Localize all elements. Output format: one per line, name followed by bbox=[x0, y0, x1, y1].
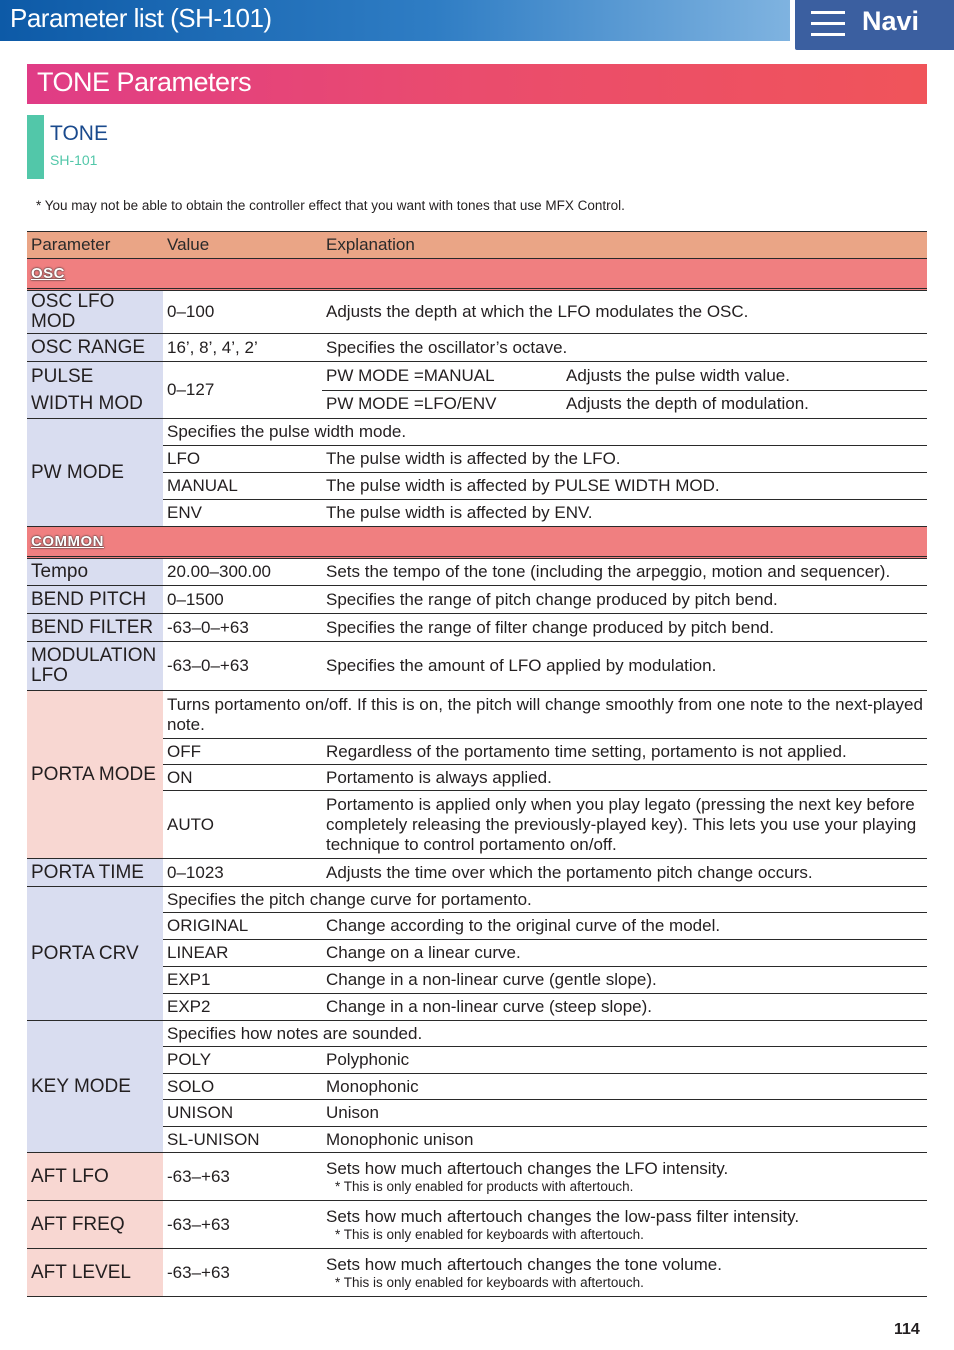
value-cell: 20.00–300.00 bbox=[163, 558, 322, 586]
group-row-common bbox=[27, 527, 927, 558]
param-aft-lfo: AFT LFO bbox=[27, 1153, 163, 1201]
value-cell: -63–+63 bbox=[163, 1201, 322, 1249]
value-cell: -63–0–+63 bbox=[163, 642, 322, 691]
param-pw-mode: PW MODE bbox=[27, 419, 163, 527]
param-key-mode: KEY MODE bbox=[27, 1021, 163, 1153]
table-row bbox=[27, 859, 927, 887]
header-bar bbox=[0, 0, 790, 41]
table-row bbox=[27, 642, 927, 691]
table-row bbox=[27, 614, 927, 642]
table-row bbox=[27, 887, 927, 913]
description-cell: Specifies the pitch change curve for portamento. bbox=[163, 887, 927, 913]
value-cell: SL-UNISON bbox=[163, 1127, 322, 1153]
table-row bbox=[27, 1201, 927, 1249]
value-cell: AUTO bbox=[163, 791, 322, 859]
param-bend-pitch: BEND PITCH bbox=[27, 586, 163, 614]
param-bend-filter: BEND FILTER bbox=[27, 614, 163, 642]
value-cell: -63–0–+63 bbox=[163, 614, 322, 642]
explanation-cell: Polyphonic bbox=[322, 1047, 927, 1074]
explanation-cell: The pulse width is affected by the LFO. bbox=[322, 446, 927, 473]
mfx-note: * You may not be able to obtain the controller effect that you want with tones that use MFX Control. bbox=[36, 198, 625, 213]
explanation-cell bbox=[322, 1153, 927, 1201]
value-cell: ON bbox=[163, 765, 322, 791]
param-osc-range: OSC RANGE bbox=[27, 334, 163, 362]
header-explanation: Explanation bbox=[322, 232, 927, 259]
page-number: 114 bbox=[894, 1321, 920, 1338]
value-cell: LINEAR bbox=[163, 940, 322, 967]
param-pulse-width-mod: PULSE WIDTH MOD bbox=[27, 362, 163, 419]
explanation-cell: Regardless of the portamento time setting, portamento is not applied. bbox=[322, 739, 927, 765]
param-modulation-lfo: MODULATION LFO bbox=[27, 642, 163, 691]
explanation-cell: Specifies the amount of LFO applied by modulation. bbox=[322, 642, 927, 691]
table-row bbox=[27, 586, 927, 614]
description-cell: Specifies how notes are sounded. bbox=[163, 1021, 927, 1047]
explanation-cell: Monophonic bbox=[322, 1074, 927, 1100]
explanation-cell: Specifies the oscillator’s octave. bbox=[322, 334, 927, 362]
explanation-cell: Specifies the range of pitch change produced by pitch bend. bbox=[322, 586, 927, 614]
value-cell: OFF bbox=[163, 739, 322, 765]
value-cell: 0–1023 bbox=[163, 859, 322, 887]
explanation-cell: Adjusts the time over which the portamento pitch change occurs. bbox=[322, 859, 927, 887]
explanation-cell: Portamento is always applied. bbox=[322, 765, 927, 791]
explanation-text: Sets how much aftertouch changes the LFO intensity. bbox=[326, 1158, 729, 1178]
group-label-common: COMMON bbox=[31, 533, 104, 550]
table-header-row bbox=[27, 232, 927, 259]
explanation-cell: Portamento is applied only when you play legato (pressing the next key before completely releasing the previously-played key). This lets you use your playing technique to control portamento on/off. bbox=[322, 791, 927, 859]
footnote-text: * This is only enabled for keyboards with aftertouch. bbox=[335, 1226, 644, 1242]
param-porta-time: PORTA TIME bbox=[27, 859, 163, 887]
explanation-cell: Change according to the original curve of the model. bbox=[322, 913, 927, 940]
table-row bbox=[27, 362, 927, 391]
value-cell: -63–+63 bbox=[163, 1153, 322, 1201]
header-parameter: Parameter bbox=[27, 232, 163, 259]
explanation-cell: Adjusts the depth of modulation. bbox=[562, 390, 927, 419]
explanation-cell: The pulse width is affected by ENV. bbox=[322, 500, 927, 527]
explanation-text: Sets how much aftertouch changes the low-pass filter intensity. bbox=[326, 1206, 800, 1226]
value-cell: 0–127 bbox=[163, 362, 322, 419]
footnote-text: * This is only enabled for keyboards with aftertouch. bbox=[335, 1274, 644, 1290]
value-cell: LFO bbox=[163, 446, 322, 473]
explanation-cell: Adjusts the pulse width value. bbox=[562, 362, 927, 391]
explanation-cell bbox=[322, 1201, 927, 1249]
table-row bbox=[27, 1153, 927, 1201]
page-title: Parameter list (SH-101) bbox=[10, 3, 272, 33]
value-cell: ENV bbox=[163, 500, 322, 527]
navi-button[interactable] bbox=[795, 0, 954, 50]
explanation-cell: Change in a non-linear curve (steep slope). bbox=[322, 994, 927, 1021]
description-cell: Specifies the pulse width mode. bbox=[163, 419, 927, 446]
table-row bbox=[27, 290, 927, 334]
table-row bbox=[27, 1249, 927, 1297]
value-cell: 0–1500 bbox=[163, 586, 322, 614]
param-porta-mode: PORTA MODE bbox=[27, 691, 163, 859]
tone-accent-bar bbox=[27, 115, 44, 179]
tone-heading: TONE bbox=[50, 122, 108, 145]
explanation-cell: Unison bbox=[322, 1100, 927, 1127]
table-row bbox=[27, 691, 927, 739]
explanation-cell: The pulse width is affected by PULSE WIDTH MOD. bbox=[322, 473, 927, 500]
table-row bbox=[27, 419, 927, 446]
header-value: Value bbox=[163, 232, 322, 259]
explanation-cell: Monophonic unison bbox=[322, 1127, 927, 1153]
description-cell: Turns portamento on/off. If this is on, the pitch will change smoothly from one note to the next-played note. bbox=[163, 691, 927, 739]
mode-cell: PW MODE =LFO/ENV bbox=[322, 390, 562, 419]
param-aft-freq: AFT FREQ bbox=[27, 1201, 163, 1249]
value-cell: UNISON bbox=[163, 1100, 322, 1127]
param-aft-level: AFT LEVEL bbox=[27, 1249, 163, 1297]
value-cell: -63–+63 bbox=[163, 1249, 322, 1297]
value-cell: 0–100 bbox=[163, 290, 322, 334]
value-cell: 16’, 8’, 4’, 2’ bbox=[163, 334, 322, 362]
param-tempo: Tempo bbox=[27, 558, 163, 586]
explanation-cell: Change on a linear curve. bbox=[322, 940, 927, 967]
explanation-cell: Specifies the range of filter change produced by pitch bend. bbox=[322, 614, 927, 642]
param-porta-crv: PORTA CRV bbox=[27, 887, 163, 1021]
section-banner bbox=[27, 64, 927, 104]
value-cell: POLY bbox=[163, 1047, 322, 1074]
footnote-text: * This is only enabled for products with aftertouch. bbox=[335, 1178, 634, 1194]
parameter-table bbox=[27, 231, 927, 1297]
hamburger-menu-icon bbox=[811, 11, 845, 37]
section-title: TONE Parameters bbox=[37, 67, 252, 97]
group-row-osc bbox=[27, 259, 927, 290]
tone-subheading: SH-101 bbox=[50, 152, 98, 168]
table-row bbox=[27, 334, 927, 362]
explanation-cell: Adjusts the depth at which the LFO modulates the OSC. bbox=[322, 290, 927, 334]
explanation-cell bbox=[322, 1249, 927, 1297]
navi-label: Navi bbox=[862, 6, 920, 36]
value-cell: ORIGINAL bbox=[163, 913, 322, 940]
param-osc-lfo-mod: OSC LFO MOD bbox=[27, 290, 163, 334]
value-cell: EXP1 bbox=[163, 967, 322, 994]
value-cell: MANUAL bbox=[163, 473, 322, 500]
explanation-cell: Sets the tempo of the tone (including the arpeggio, motion and sequencer). bbox=[322, 558, 927, 586]
table-row bbox=[27, 1021, 927, 1047]
explanation-cell: Change in a non-linear curve (gentle slope). bbox=[322, 967, 927, 994]
mode-cell: PW MODE =MANUAL bbox=[322, 362, 562, 391]
group-label-osc: OSC bbox=[31, 265, 66, 282]
table-row bbox=[27, 558, 927, 586]
value-cell: EXP2 bbox=[163, 994, 322, 1021]
value-cell: SOLO bbox=[163, 1074, 322, 1100]
explanation-text: Sets how much aftertouch changes the tone volume. bbox=[326, 1254, 722, 1274]
